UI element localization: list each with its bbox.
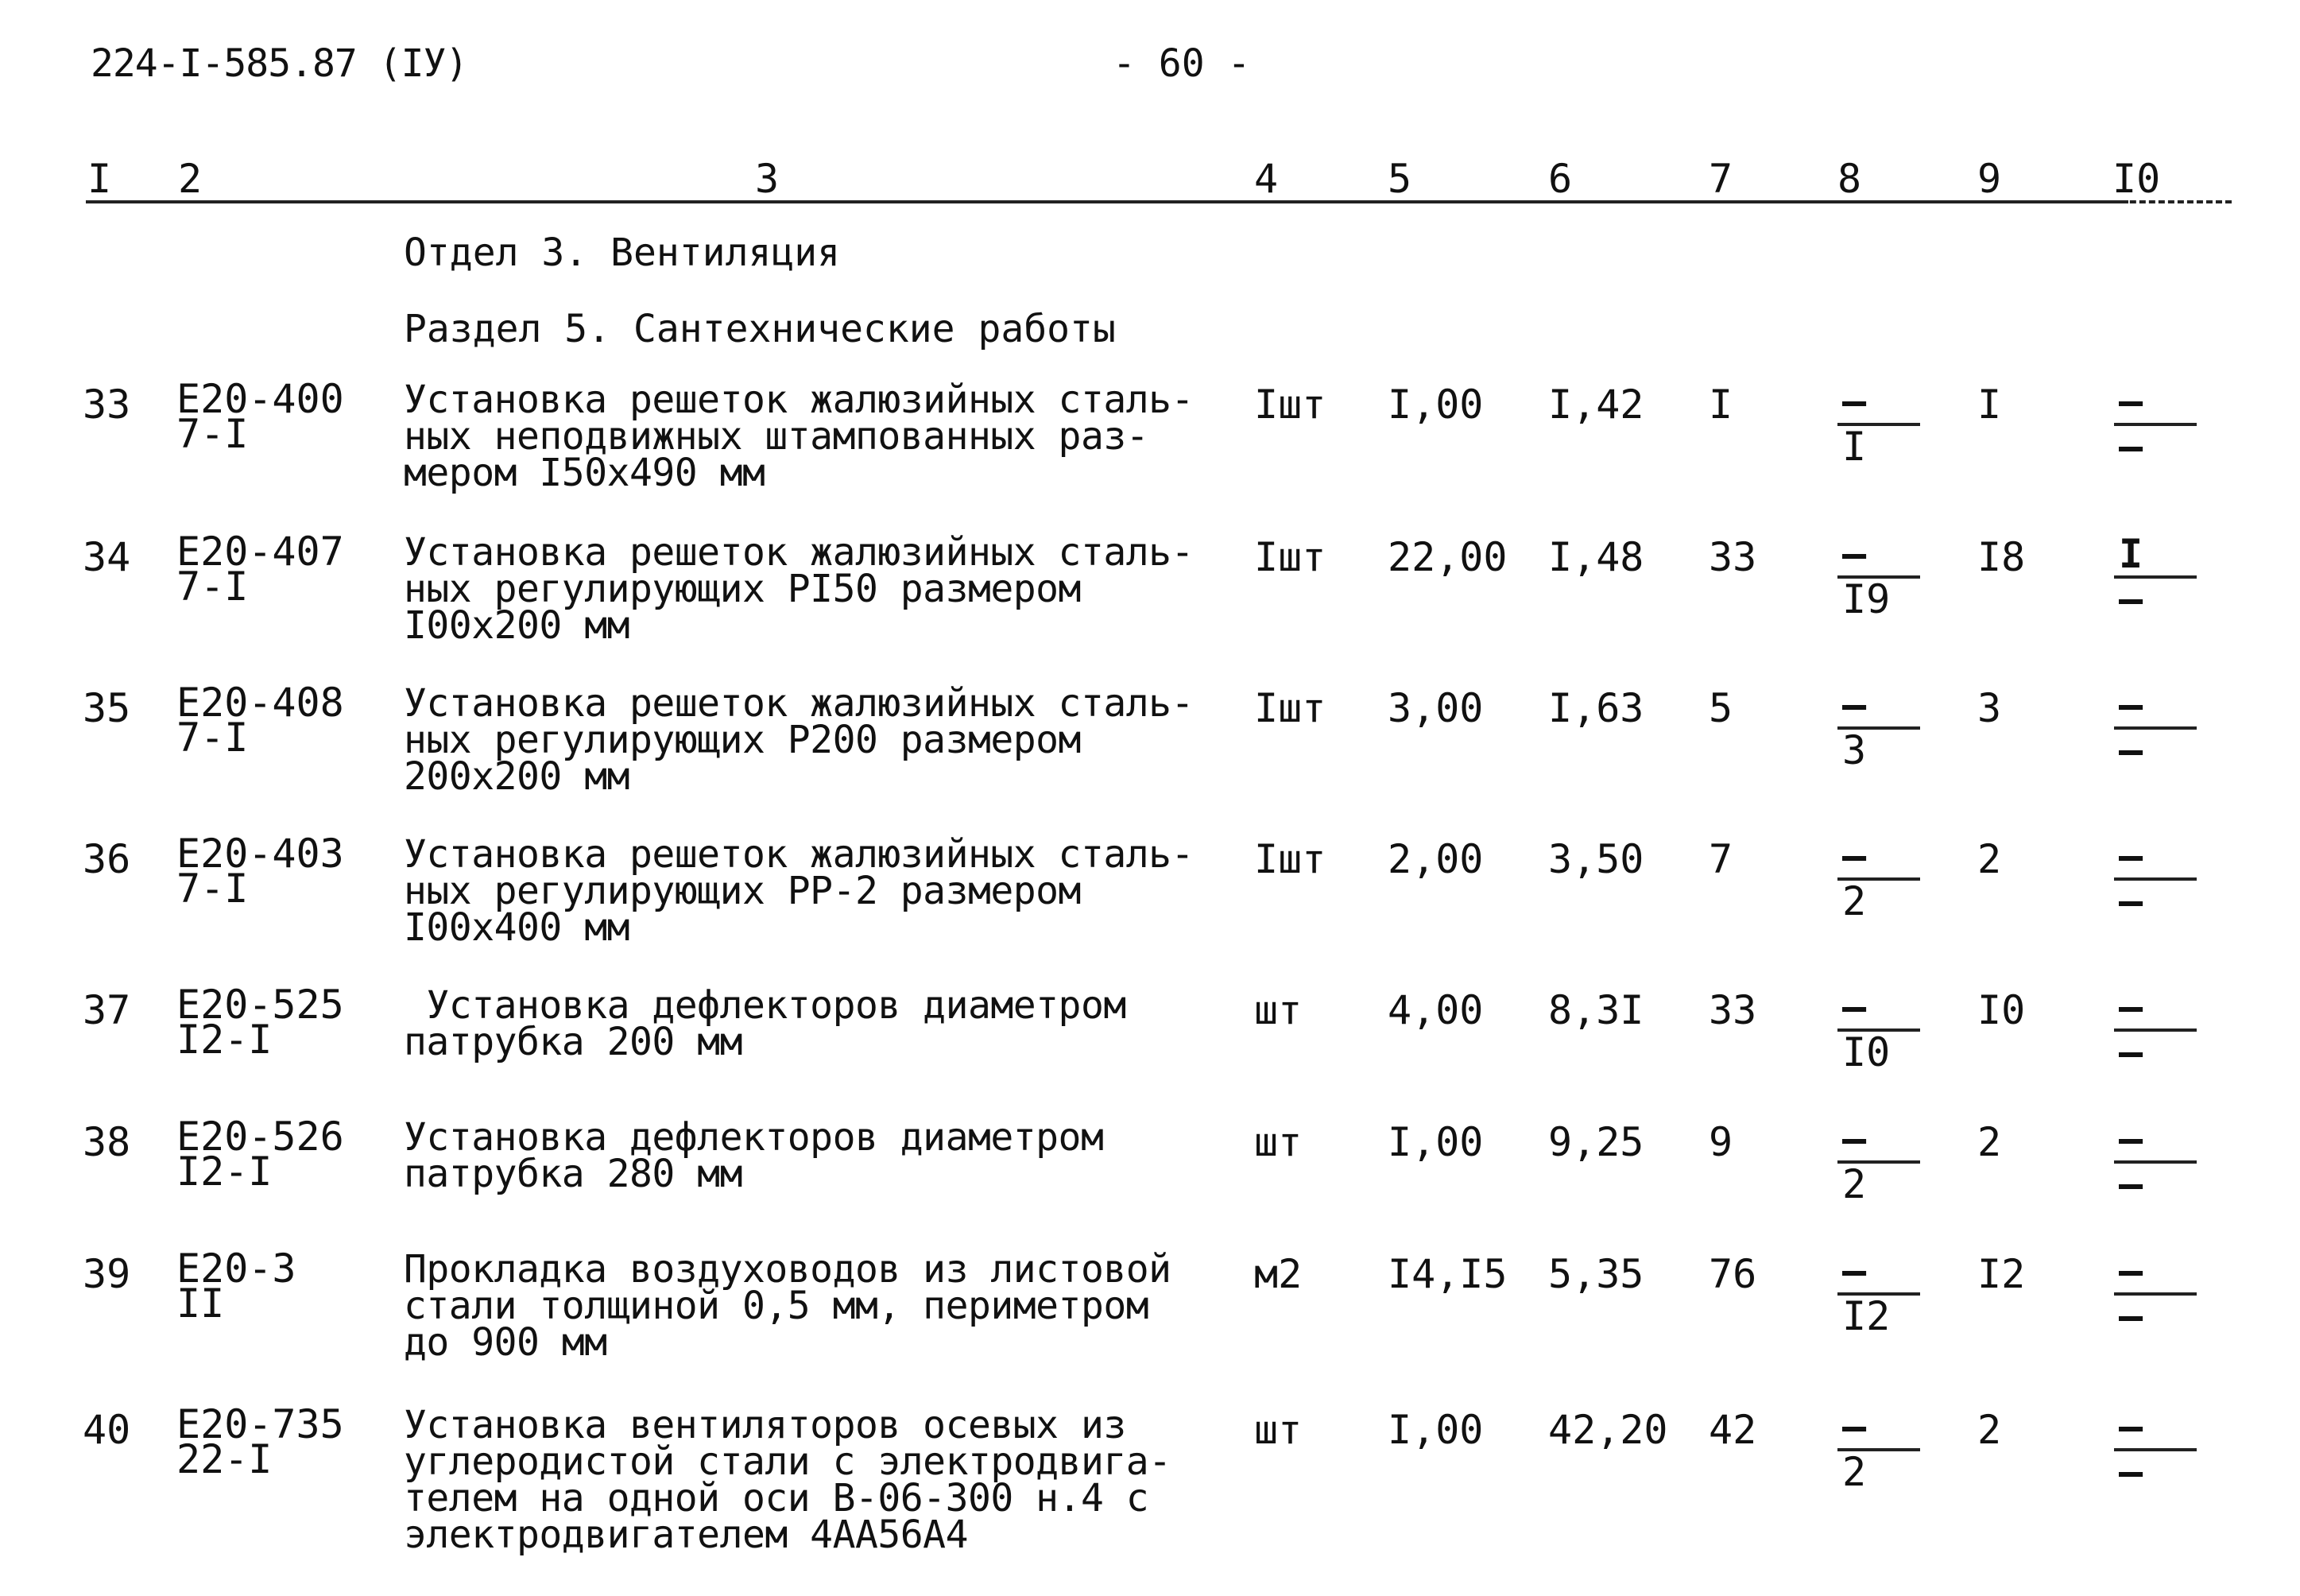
rate-code	[176, 1245, 296, 1327]
description-line: Установка вентиляторов осевых из	[404, 1403, 1126, 1447]
description-line: Установка решеток жалюзийных сталь-	[404, 530, 1194, 575]
column-8-fraction	[1837, 378, 1925, 470]
fraction-numerator: –	[1842, 682, 1867, 728]
column-header: 3	[755, 156, 780, 202]
description-line: мером I50x490 мм	[404, 451, 765, 495]
total-cost: 33	[1709, 987, 1757, 1033]
subsection-title: Раздел 5. Сантехнические работы	[404, 307, 1116, 351]
description-line: патрубка 200 мм	[404, 1020, 742, 1064]
rate-code-line: E20-526	[176, 1114, 344, 1160]
fraction-numerator: –	[2119, 378, 2143, 424]
rate-code	[176, 376, 344, 457]
rate-code	[176, 982, 344, 1063]
rate-code-line: II	[176, 1280, 225, 1327]
fraction	[1837, 378, 1925, 470]
description-line: Прокладка воздуховодов из листовой	[404, 1247, 1171, 1292]
fraction-denominator: 2	[1842, 1161, 1867, 1207]
description-line: 200x200 мм	[404, 754, 629, 799]
fraction	[1837, 833, 1925, 924]
description-line: Установка решеток жалюзийных сталь-	[404, 681, 1194, 726]
fraction-denominator: –	[2119, 576, 2143, 622]
quantity: I,00	[1388, 382, 1484, 428]
column-8-fraction	[1837, 833, 1925, 924]
column-9-value: I8	[1977, 534, 2026, 580]
column-header: 4	[1254, 156, 1279, 202]
unit-rate: I,48	[1548, 534, 1644, 580]
row-number: 35	[83, 685, 131, 731]
column-header: I	[87, 156, 112, 202]
rate-code-line: 22-I	[176, 1436, 273, 1482]
unit: Iшт	[1254, 382, 1326, 428]
column-9-value: 2	[1977, 1119, 2002, 1165]
quantity: I4,I5	[1388, 1251, 1508, 1297]
fraction-denominator: –	[2119, 1029, 2143, 1075]
fraction-denominator: I2	[1842, 1293, 1891, 1339]
total-cost: 42	[1709, 1407, 1757, 1453]
rate-code	[176, 1114, 344, 1195]
rate-code-line: I2-I	[176, 1017, 273, 1063]
rate-code-line: 7-I	[176, 866, 249, 912]
column-header: 2	[178, 156, 203, 202]
rate-code	[176, 831, 344, 912]
rate-code-line: 7-I	[176, 411, 249, 457]
work-description	[404, 1403, 1230, 1557]
description-line: I00x200 мм	[404, 603, 629, 648]
column-header-row	[86, 156, 2232, 208]
row-number: 38	[83, 1119, 131, 1165]
total-cost: 33	[1709, 534, 1757, 580]
fraction-denominator: 2	[1842, 878, 1867, 924]
row-number: 34	[83, 534, 131, 580]
fraction-denominator: –	[2119, 1161, 2143, 1207]
fraction	[2114, 1116, 2201, 1207]
column-10-fraction	[2114, 1248, 2201, 1339]
quantity: 2,00	[1388, 836, 1484, 882]
fraction-denominator: I	[1842, 424, 1867, 470]
description-line: Установка дефлекторов диаметром	[404, 1115, 1104, 1160]
description-line: Установка решеток жалюзийных сталь-	[404, 378, 1194, 422]
column-8-fraction	[1837, 531, 1925, 622]
row-number: 36	[83, 836, 131, 882]
row-number: 40	[83, 1407, 131, 1453]
fraction-numerator: –	[2119, 1116, 2143, 1162]
fraction-numerator: –	[2119, 833, 2143, 879]
fraction-denominator: 3	[1842, 727, 1867, 773]
unit: шт	[1254, 987, 1303, 1033]
row-number: 39	[83, 1251, 131, 1297]
rate-code	[176, 680, 344, 761]
unit: Iшт	[1254, 685, 1326, 731]
total-cost: 5	[1709, 685, 1733, 731]
fraction	[1837, 1404, 1925, 1495]
description-line: ных регулирующих PI50 размером	[404, 567, 1081, 611]
rate-code	[176, 529, 344, 610]
column-8-fraction	[1837, 1248, 1925, 1339]
fraction-numerator: –	[1842, 833, 1867, 879]
total-cost: I	[1709, 382, 1733, 428]
column-9-value: 3	[1977, 685, 2002, 731]
work-description	[404, 681, 1230, 799]
rate-code-line: E20-3	[176, 1245, 296, 1292]
fraction-denominator: I0	[1842, 1029, 1891, 1075]
page-number: - 60 -	[1113, 41, 1251, 86]
fraction-numerator: I	[2119, 531, 2143, 577]
column-header: 5	[1388, 156, 1412, 202]
document-code: 224-I-585.87 (IУ)	[91, 41, 468, 86]
rate-code-line: E20-735	[176, 1401, 344, 1447]
description-line: Установка решеток жалюзийных сталь-	[404, 832, 1194, 877]
fraction-denominator: –	[2119, 878, 2143, 924]
column-9-value: I	[1977, 382, 2002, 428]
column-10-fraction	[2114, 378, 2201, 470]
fraction-numerator: –	[1842, 984, 1867, 1030]
description-line: I00x400 мм	[404, 905, 629, 950]
column-header: 6	[1548, 156, 1573, 202]
rate-code-line: E20-408	[176, 680, 344, 726]
quantity: I,00	[1388, 1119, 1484, 1165]
unit: Iшт	[1254, 534, 1326, 580]
description-line: ных неподвижных штампованных раз-	[404, 414, 1149, 459]
rate-code-line: 7-I	[176, 715, 249, 761]
quantity: 22,00	[1388, 534, 1508, 580]
fraction-numerator: –	[2119, 1248, 2143, 1294]
column-8-fraction	[1837, 984, 1925, 1075]
description-line: патрубка 280 мм	[404, 1152, 742, 1196]
row-number: 37	[83, 987, 131, 1033]
fraction-numerator: –	[1842, 1116, 1867, 1162]
fraction	[2114, 378, 2201, 470]
column-8-fraction	[1837, 1116, 1925, 1207]
unit: шт	[1254, 1407, 1303, 1453]
total-cost: 76	[1709, 1251, 1757, 1297]
column-9-value: 2	[1977, 836, 2002, 882]
rate-code-line: 7-I	[176, 564, 249, 610]
column-8-fraction	[1837, 1404, 1925, 1495]
rate-code-line: E20-525	[176, 982, 344, 1028]
unit-rate: 9,25	[1548, 1119, 1644, 1165]
fraction	[1837, 1248, 1925, 1339]
quantity: I,00	[1388, 1407, 1484, 1453]
total-cost: 7	[1709, 836, 1733, 882]
fraction-denominator: –	[2119, 1449, 2143, 1495]
fraction-denominator: I9	[1842, 576, 1891, 622]
fraction	[1837, 531, 1925, 622]
description-line: до 900 мм	[404, 1320, 607, 1365]
column-header: 8	[1837, 156, 1862, 202]
fraction-numerator: –	[1842, 1248, 1867, 1294]
unit-rate: 42,20	[1548, 1407, 1668, 1453]
column-10-fraction	[2114, 984, 2201, 1075]
unit: Iшт	[1254, 836, 1326, 882]
fraction	[1837, 1116, 1925, 1207]
description-line: ных регулирующих P200 размером	[404, 718, 1081, 762]
description-line: электродвигателем 4AA56A4	[404, 1513, 968, 1557]
fraction-numerator: –	[1842, 531, 1867, 577]
column-header: I0	[2112, 156, 2161, 202]
description-line: ных регулирующих PP-2 размером	[404, 869, 1081, 913]
column-10-fraction	[2114, 1404, 2201, 1495]
fraction	[2114, 1404, 2201, 1495]
fraction-numerator: –	[1842, 378, 1867, 424]
description-line: углеродистой стали с электродвига-	[404, 1439, 1171, 1484]
quantity: 4,00	[1388, 987, 1484, 1033]
rate-code	[176, 1401, 344, 1482]
column-9-value: 2	[1977, 1407, 2002, 1453]
unit-rate: 8,3I	[1548, 987, 1644, 1033]
rate-code-line: E20-403	[176, 831, 344, 877]
fraction-denominator: –	[2119, 727, 2143, 773]
fraction	[1837, 682, 1925, 773]
fraction-denominator: –	[2119, 1293, 2143, 1339]
work-description	[404, 378, 1230, 495]
description-line: стали толщиной 0,5 мм, периметром	[404, 1284, 1149, 1328]
column-10-fraction	[2114, 1116, 2201, 1207]
column-9-value: I0	[1977, 987, 2026, 1033]
fraction-denominator: –	[2119, 424, 2143, 470]
quantity: 3,00	[1388, 685, 1484, 731]
column-9-value: I2	[1977, 1251, 2026, 1297]
rate-code-line: E20-407	[176, 529, 344, 575]
fraction-numerator: –	[2119, 984, 2143, 1030]
column-header: 7	[1709, 156, 1733, 202]
unit: м2	[1254, 1251, 1303, 1297]
fraction	[2114, 984, 2201, 1075]
column-10-fraction	[2114, 531, 2201, 622]
description-line: телем на одной оси B-06-300 н.4 с	[404, 1476, 1149, 1520]
rate-code-line: I2-I	[176, 1149, 273, 1195]
unit-rate: I,42	[1548, 382, 1644, 428]
description-line: Установка дефлекторов диаметром	[404, 983, 1126, 1028]
unit-rate: I,63	[1548, 685, 1644, 731]
work-description	[404, 1247, 1230, 1365]
rate-code-line: E20-400	[176, 376, 344, 422]
department-title: Отдел 3. Вентиляция	[404, 230, 841, 275]
fraction	[2114, 531, 2201, 622]
fraction	[2114, 833, 2201, 924]
fraction-numerator: –	[2119, 682, 2143, 728]
column-header: 9	[1977, 156, 2002, 202]
column-8-fraction	[1837, 682, 1925, 773]
column-10-fraction	[2114, 682, 2201, 773]
work-description	[404, 1115, 1230, 1196]
total-cost: 9	[1709, 1119, 1733, 1165]
fraction	[2114, 1248, 2201, 1339]
column-10-fraction	[2114, 833, 2201, 924]
work-description	[404, 832, 1230, 950]
row-number: 33	[83, 382, 131, 428]
unit-rate: 3,50	[1548, 836, 1644, 882]
fraction	[1837, 984, 1925, 1075]
fraction-numerator: –	[2119, 1404, 2143, 1450]
unit: шт	[1254, 1119, 1303, 1165]
unit-rate: 5,35	[1548, 1251, 1644, 1297]
work-description	[404, 983, 1230, 1064]
fraction	[2114, 682, 2201, 773]
fraction-denominator: 2	[1842, 1449, 1867, 1495]
fraction-numerator: –	[1842, 1404, 1867, 1450]
work-description	[404, 530, 1230, 648]
